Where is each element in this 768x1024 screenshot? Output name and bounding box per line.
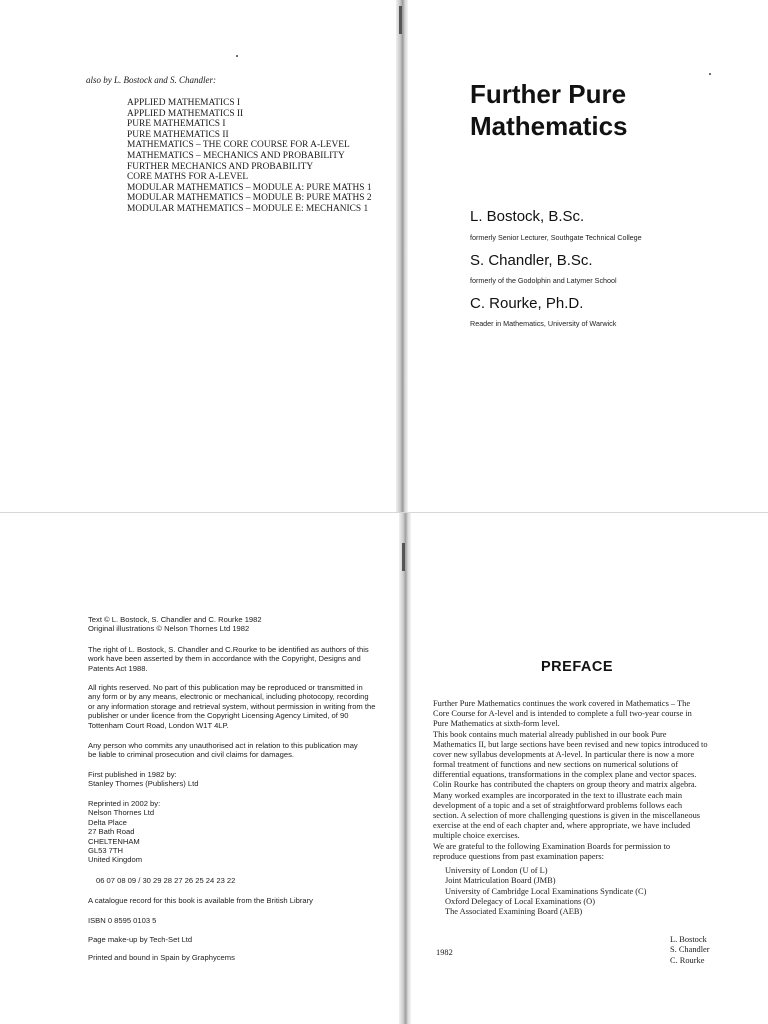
book-gutter (399, 513, 411, 1024)
speck (709, 73, 711, 75)
gutter-shadow (402, 543, 405, 571)
list-item: PURE MATHEMATICS II (127, 129, 229, 140)
reprinted-block: Reprinted in 2002 by: Nelson Thornes Ltd Delta Place 27 Bath Road CHELTENHAM GL53 7TH United Kingdom (88, 799, 161, 865)
title-line: Mathematics (470, 111, 628, 141)
preface-paragraph: We are grateful to the following Examination Boards for permission to reproduce questions from past examination papers: (433, 842, 671, 862)
list-item: APPLIED MATHEMATICS II (127, 108, 244, 119)
preface-paragraph: This book contains much material already published in our book Pure Mathematics II, but large sections have been revised and new topics introduced to cover new syllabus developments at A-level. In particular there is now a more formal treatment of functions and new sections on numerical solutions of differential equations, transformations in the complex plane and vector spaces. Colin Rourke has contributed the chapters on group theory and matrix algebra. (433, 730, 708, 790)
bottom-spread (0, 512, 768, 1024)
other-titles-list (127, 98, 372, 215)
author-rights-block: The right of L. Bostock, S. Chandler and C.Rourke to be identified as authors of this work have been asserted by them in accordance with the Copyright, Designs and Patents Act 1988. (88, 645, 369, 673)
list-item: CORE MATHS FOR A-LEVEL (127, 172, 249, 183)
speck (236, 55, 238, 57)
list-item: MATHEMATICS – MECHANICS AND PROBABILITY (127, 150, 345, 161)
author-affiliation: formerly Senior Lecturer, Southgate Technical College (470, 233, 642, 242)
rights-reserved-block: All rights reserved. No part of this publication may be reproduced or transmitted in any form or by any means, electronic or mechanical, including photocopy, recording or any information storage and retrieval system, without permission in writing from the publisher or under licence from the Copyright Licensing Agency Limited, of 90 Tottenham Court Road, London W1T 4LP. (88, 683, 376, 730)
list-item: MODULAR MATHEMATICS – MODULE E: MECHANICS 1 (127, 203, 369, 214)
isbn: ISBN 0 8595 0103 5 (88, 916, 157, 925)
preface-paragraph: Further Pure Mathematics continues the work covered in Mathematics – The Core Course for A-level and is intended to complete a full two-year course in Pure Mathematics at sixth-form level. (433, 699, 692, 729)
title-line: Further Pure (470, 79, 627, 109)
first-published-block: First published in 1982 by: Stanley Thornes (Publishers) Ltd (88, 770, 199, 789)
author-affiliation: formerly of the Godolphin and Latymer School (470, 276, 617, 285)
author-name: S. Chandler, B.Sc. (470, 252, 593, 269)
author-name: C. Rourke, Ph.D. (470, 295, 584, 312)
list-item: University of Cambridge Local Examinations Syndicate (C) (445, 886, 647, 896)
signer-name: S. Chandler (670, 945, 710, 955)
list-item: MATHEMATICS – THE CORE COURSE FOR A-LEVEL (127, 140, 350, 151)
also-by-heading: also by L. Bostock and S. Chandler: (86, 75, 216, 85)
print-numbers: 06 07 08 09 / 30 29 28 27 26 25 24 23 22 (96, 876, 236, 885)
list-item: FURTHER MECHANICS AND PROBABILITY (127, 161, 314, 172)
list-item: Joint Matriculation Board (JMB) (445, 876, 556, 886)
printed-by: Printed and bound in Spain by Graphycems (88, 953, 235, 962)
list-item: MODULAR MATHEMATICS – MODULE A: PURE MATHS 1 (127, 182, 372, 193)
book-gutter (396, 0, 408, 512)
author-name: L. Bostock, B.Sc. (470, 208, 585, 225)
signer-name: L. Bostock (670, 935, 707, 944)
list-item: Oxford Delegacy of Local Examinations (O) (445, 896, 595, 906)
list-item: MODULAR MATHEMATICS – MODULE B: PURE MATHS 2 (127, 193, 372, 204)
preface-paragraph: Many worked examples are incorporated in the text to illustrate each main development of a topic and a set of straightforward problems follows each section. A selection of more challenging questions is given in the miscellaneous exercise at the end of each chapter and, where appropriate, we have included multiple choice exercises. (433, 791, 701, 841)
list-item: PURE MATHEMATICS I (127, 119, 226, 130)
list-item: APPLIED MATHEMATICS I (127, 98, 241, 108)
author-affiliation: Reader in Mathematics, University of Warwick (470, 319, 617, 328)
page-makeup: Page make-up by Tech-Set Ltd (88, 935, 193, 944)
copyright-block: Text © L. Bostock, S. Chandler and C. Rourke 1982 Original illustrations © Nelson Thornes Ltd 1982 (88, 615, 262, 634)
catalogue-record: A catalogue record for this book is available from the British Library (88, 896, 313, 905)
list-item: University of London (U of L) (445, 866, 548, 875)
liability-block: Any person who commits any unauthorised act in relation to this publication may be liable to criminal prosecution and civil claims for damages. (88, 741, 358, 760)
list-item: The Associated Examining Board (AEB) (445, 907, 583, 917)
preface-signers (670, 935, 710, 966)
preface-heading: PREFACE (541, 659, 613, 675)
gutter-shadow (399, 6, 402, 34)
signer-name: C. Rourke (670, 955, 705, 965)
examination-boards-list (445, 866, 646, 917)
book-title (470, 78, 628, 142)
preface-year: 1982 (436, 948, 453, 957)
